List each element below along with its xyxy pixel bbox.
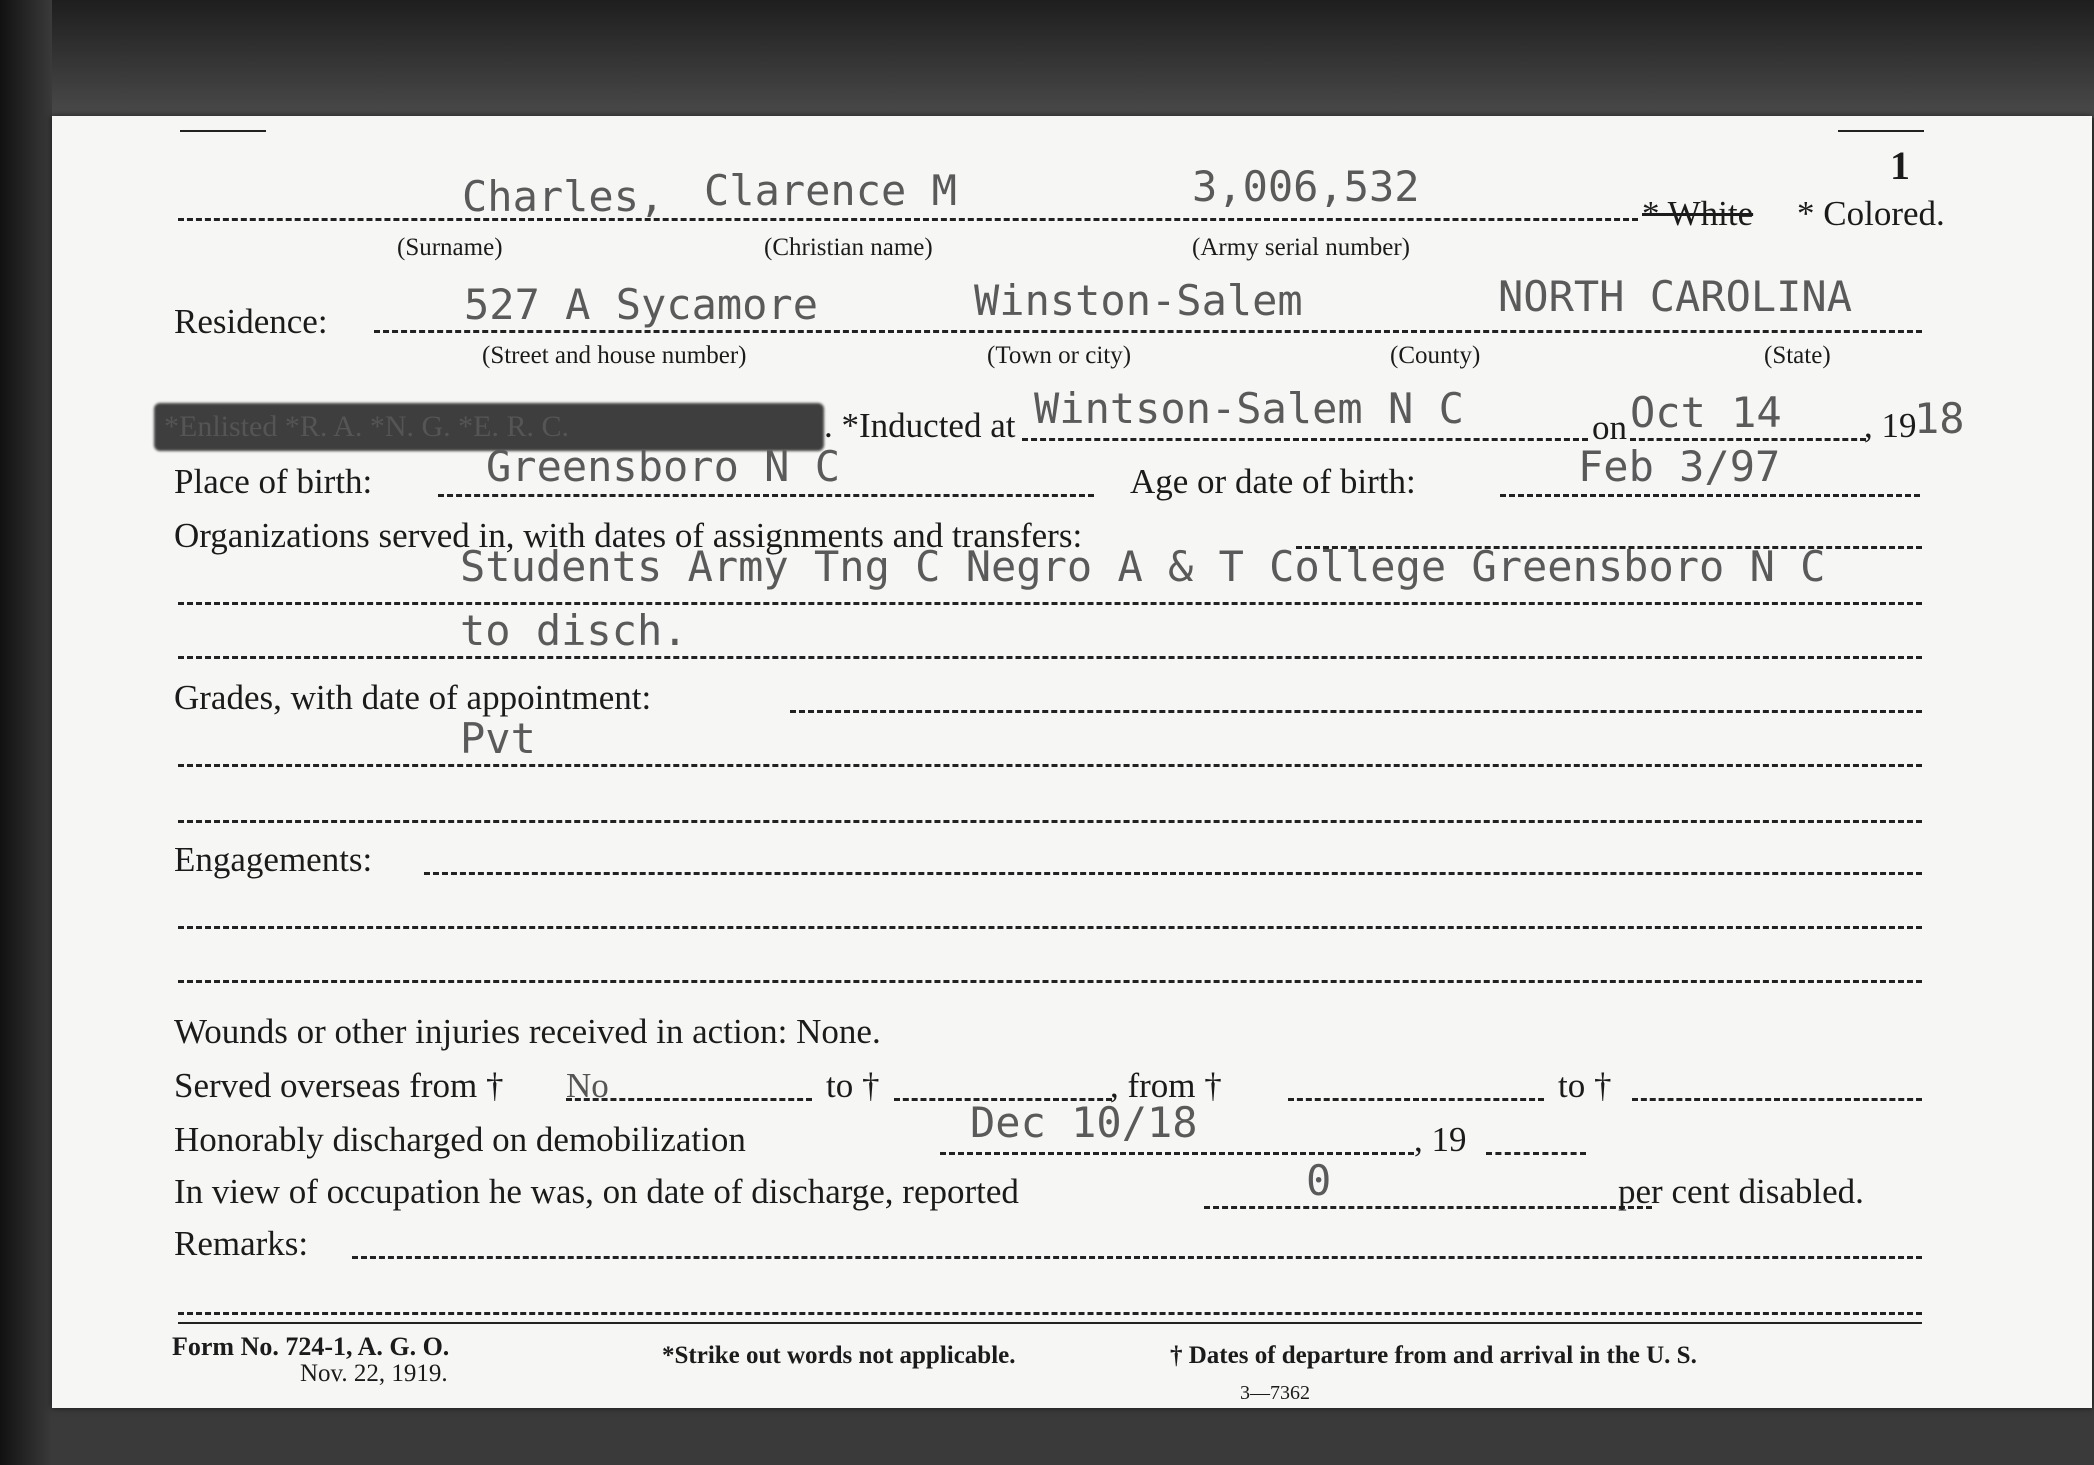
- induction-year-prefix: , 19: [1864, 406, 1917, 445]
- scan-background-left: [0, 0, 52, 1465]
- street-label: (Street and house number): [482, 342, 747, 369]
- card-number: 1: [1890, 143, 1910, 188]
- overseas-to2-label: to †: [1558, 1066, 1612, 1105]
- birth-place-label: Place of birth:: [174, 462, 373, 501]
- engagements-line-2: [178, 980, 1922, 983]
- service-record-card: [52, 116, 2092, 1408]
- serial-number-value: 3,006,532: [1192, 162, 1420, 211]
- inducted-place-value: Wintson-Salem N C: [1034, 384, 1464, 433]
- top-left-rule: [180, 130, 266, 132]
- disability-line: [1204, 1206, 1652, 1209]
- overseas-from2-label: , from †: [1110, 1066, 1222, 1105]
- birth-date-value: Feb 3/97: [1578, 442, 1781, 491]
- print-code: 3—7362: [1240, 1382, 1310, 1404]
- birth-place-line: [438, 494, 1094, 497]
- discharge-year-line: [1486, 1152, 1586, 1155]
- overseas-to-label: to †: [826, 1066, 880, 1105]
- residence-town-value: Winston-Salem: [974, 276, 1303, 325]
- organizations-line2-value: to disch.: [460, 606, 688, 655]
- residence-label: Residence:: [174, 302, 328, 341]
- wounds-label: Wounds or other injuries received in action: None.: [174, 1012, 881, 1051]
- race-white-option: [1642, 194, 1753, 234]
- discharge-date-value: Dec 10/18: [970, 1098, 1198, 1147]
- overseas-to2-line: [1632, 1098, 1922, 1101]
- overseas-label: Served overseas from †: [174, 1066, 504, 1105]
- town-label: (Town or city): [987, 342, 1132, 369]
- engagements-line-0: [424, 872, 1922, 875]
- residence-line: [374, 330, 1922, 333]
- discharge-label: Honorably discharged on demobilization: [174, 1120, 746, 1159]
- grades-line-1: [178, 764, 1922, 767]
- inducted-on-label: on: [1592, 408, 1627, 447]
- county-label: (County): [1390, 342, 1481, 369]
- residence-street-value: 527 A Sycamore: [464, 280, 819, 329]
- strike-note: *Strike out words not applicable.: [662, 1342, 1016, 1369]
- overseas-from2-line: [1288, 1098, 1544, 1101]
- discharge-date-line: [940, 1152, 1414, 1155]
- footer-separator: [178, 1322, 1922, 1324]
- birth-date-line: [1500, 494, 1920, 497]
- remarks-label: Remarks:: [174, 1224, 309, 1263]
- engagements-line-1: [178, 926, 1922, 929]
- organizations-line1-value: Students Army Tng C Negro A & T College Greensboro N C: [460, 542, 1826, 591]
- discharge-year-label: , 19: [1414, 1120, 1467, 1159]
- form-number: Form No. 724-1, A. G. O.: [172, 1332, 450, 1361]
- overseas-from-line: [566, 1098, 812, 1101]
- state-label: (State): [1764, 342, 1831, 369]
- race-colored-option: * Colored.: [1797, 194, 1945, 233]
- christian-name-label: (Christian name): [764, 234, 933, 261]
- race-white-text: * White: [1642, 194, 1754, 233]
- grades-value: Pvt: [460, 714, 536, 763]
- organizations-line-2: [178, 656, 1922, 659]
- birth-place-value: Greensboro N C: [486, 442, 841, 491]
- surname-label: (Surname): [397, 234, 503, 261]
- name-line: [178, 218, 1638, 221]
- organizations-label: Organizations served in, with dates of assignments and transfers:: [174, 516, 1083, 555]
- dates-note: † Dates of departure from and arrival in the U. S.: [1170, 1342, 1697, 1369]
- remarks-line-0: [352, 1256, 1922, 1259]
- induction-date-value: Oct 14: [1630, 388, 1782, 437]
- overseas-from-value: No: [566, 1066, 609, 1105]
- scan-background-top: [0, 0, 2094, 118]
- residence-state-value: NORTH CAROLINA: [1498, 272, 1853, 321]
- christian-name-value: Clarence M: [704, 166, 957, 215]
- enlisted-options: *Enlisted *R. A. *N. G. *E. R. C.: [164, 410, 570, 443]
- inducted-label: . *Inducted at: [824, 406, 1016, 445]
- engagements-label: Engagements:: [174, 840, 373, 879]
- serial-number-label: (Army serial number): [1192, 234, 1410, 261]
- age-label: Age or date of birth:: [1130, 462, 1416, 501]
- organizations-line-1: [178, 602, 1922, 605]
- disability-suffix: per cent disabled.: [1618, 1172, 1864, 1211]
- disability-label: In view of occupation he was, on date of discharge, reported: [174, 1172, 1019, 1211]
- grades-label: Grades, with date of appointment:: [174, 678, 652, 717]
- inducted-place-line: [1022, 438, 1588, 441]
- form-date: Nov. 22, 1919.: [300, 1360, 448, 1387]
- surname-value: Charles,: [462, 172, 665, 221]
- induction-date-line: [1630, 438, 1866, 441]
- top-right-rule: [1838, 130, 1924, 132]
- induction-year-value: 18: [1914, 394, 1965, 443]
- disability-value: 0: [1306, 1156, 1332, 1205]
- grades-line-0: [790, 710, 1922, 713]
- grades-line-2: [178, 820, 1922, 823]
- remarks-line-1: [178, 1312, 1922, 1315]
